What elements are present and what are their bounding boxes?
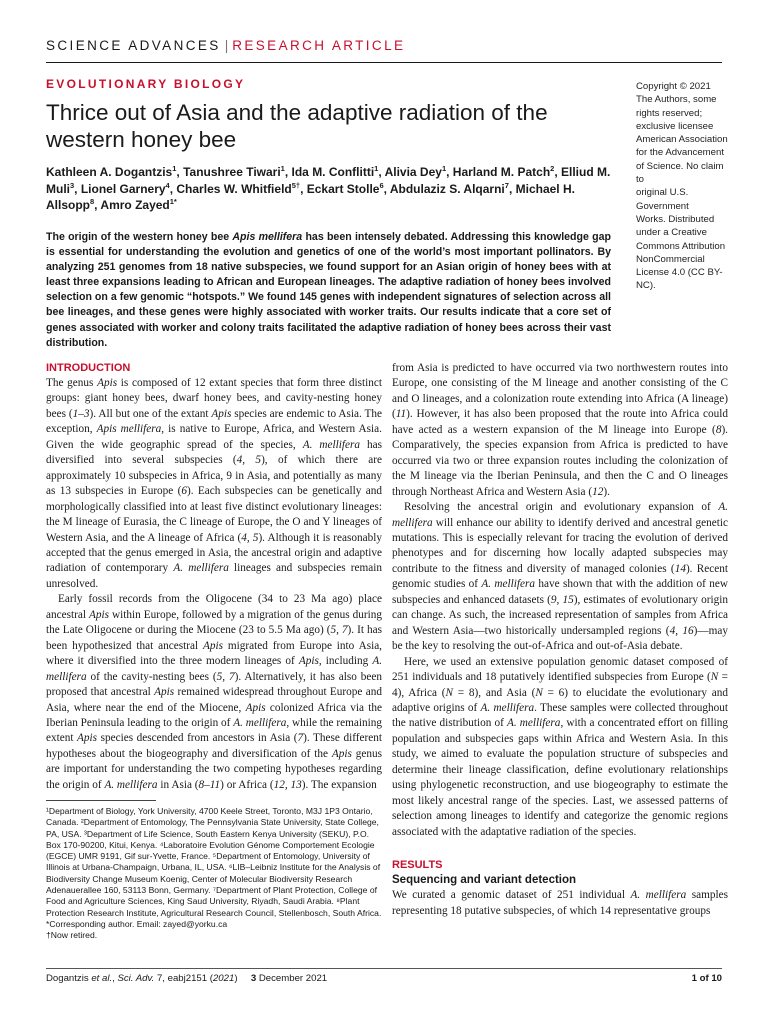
author-name: Eckart Stolle (306, 181, 380, 196)
author-list: Kathleen A. Dogantzis$^1$, Tanushree Tiwari$^1$, Ida M. Conflitti$^1$, Alivia Dey$^1$, Harland M. Patch$^2$, Elliud M. Muli$^3$, Lionel Garnery$^4$, Charles W. Whitfield$^{5\dagger}$, Eckart Stolle$^6$, Abdulaziz S. Alqarni$^7$, Michael H. Allsopp$^8$, Amro Zayed$^{1*}$ (46, 164, 611, 213)
section-kicker: EVOLUTIONARY BIOLOGY (46, 77, 246, 91)
header-rule (46, 62, 722, 63)
abstract: The origin of the western honey bee Apis mellifera has been intensely debated. Addressing this knowledge gap is essential for understanding the evolution and genetics of one of the world’s most important pollinators. By analyzing 251 genomes from 18 native subspecies, we found support for an Asian origin of honey bees with at least three expansions leading to African and European lineages. The adaptive radiation of honey bees involved selection on a few genomic “hotspots.” We found 145 genes with independent signatures of selection across all bee lineages, and these genes were highly associated with worker traits. Our results indicate that a core set of genes associated with worker and colony traits facilitated the adaptive radiation of honey bees across their vast distribution. (46, 231, 611, 349)
author-affiliation-marker: 1 (441, 164, 447, 173)
author-affiliation-marker: 6 (379, 180, 384, 190)
author-affiliation-marker: 1 (172, 164, 177, 173)
author-affiliation-marker: 2 (550, 164, 555, 173)
author-affiliation-marker: 1 (280, 164, 285, 173)
left-column (46, 361, 382, 793)
copyright-notice: Copyright © 2021 The Authors, some rights reserved; exclusive licensee American Association for the Advancement of Science. No claim to original U.S. Government Works. Distributed under a Creative Commons Attribution NonCommercial License 4.0 (CC BY-NC). (636, 81, 728, 292)
footer-rule (46, 968, 722, 969)
retired-footnote: †Now retired. (46, 930, 98, 941)
author-name: Tanushree Tiwari (183, 165, 281, 179)
journal-name: SCIENCE ADVANCES (46, 38, 221, 53)
intro-paragraph-4: Resolving the ancestral origin and evolutionary expansion of A. mellifera will enhance our ability to identify derived and ancestral genetic mutations. This is especially relevant for tracing the evolution of derived phenotypes and for discerning how locally adapted subspecies may contribute to the fitness and diversity of managed colonies (14). Recent genomic studies of A. mellifera have shown that with the addition of new subspecies and enhanced datasets (9, 15), estimates of evolutionary origin can change. As such, the increased representation of samples from Africa and Western Asia—two historically undersampled regions (4, 16)—may be the key to resolving the out-of-Africa and out-of-Asia debate. (392, 501, 729, 653)
author-name: Harland M. Patch (452, 165, 551, 179)
intro-paragraph-2: Early fossil records from the Oligocene (34 to 23 Ma ago) place ancestral Apis within Europe, followed by a migration of the genus during the Late Oligocene or during the Miocene (23 to 5.5 Ma ago) (5, 7). It has been hypothesized that ancestral Apis migrated from Europe into Asia, where it diversified into the three modern lineages of Apis, including A. mellifera of the cavity-nesting bees (5, 7). Alternatively, it has also been proposed that ancestral Apis remained widespread throughout Europe and Asia, where near the end of the Miocene, Apis colonized Africa via the Iberian Peninsula leading to the origin of A. mellifera, while the remaining extent Apis species descended from ancestors in Asia (7). These different hypotheses about the biogeography and diversification of the Apis genus are important for understanding the two competing hypotheses regarding the origin of A. mellifera in Asia (8–11) or Africa (12, 13). The expansion (46, 593, 383, 791)
footnotes (46, 806, 382, 942)
author-name: Charles W. Whitfield (176, 181, 292, 196)
results-heading: RESULTS (392, 859, 443, 872)
author-name: Amro Zayed (100, 198, 170, 213)
corresponding-author-footnote (46, 919, 382, 930)
author-affiliation-marker: 1* (169, 197, 177, 207)
introduction-heading: INTRODUCTION (46, 362, 131, 374)
page-number: 1 of 10 (691, 973, 722, 984)
author-name: Ida M. Conflitti (291, 165, 375, 179)
intro-paragraph-1: The genus Apis is composed of 12 extant species that form three distinct groups: giant honey bees, dwarf honey bees, and cavity-nesting honey bees (1–3). All but one of the extant Apis species are endemic to Asia. The exception, Apis mellifera, is native to Europe, Africa, and Western Asia. Given the wide geographic spread of the species, A. mellifera has diversified into several subspecies (4, 5), of which there are approximately 10 subspecies in Africa, 9 in Asia, and potentially as many as 13 subspecies in Europe (6). Each subspecies can be genetically and morphologically classified into at least five distinct evolutionary lineages: the M lineage of Eurasia, the C lineage of Europe, the O and Y lineages of Western Asia, and the A lineage of Africa (4, 5). Although it is reasonably accepted that the genus emerged in Asia, the ancestral origin and adaptive radiation of contemporary A. mellifera lineages and subspecies remain unresolved. (46, 377, 383, 590)
article-title: Thrice out of Asia and the adaptive radiation of the western honey bee (46, 100, 548, 152)
header-separator: | (224, 38, 229, 53)
author-affiliation-marker: 7 (504, 180, 509, 190)
footer-citation: Dogantzis et al., Sci. Adv. 7, eabj2151 (2021) 3 December 2021 (46, 973, 328, 984)
intro-paragraph-5: Here, we used an extensive population genomic dataset composed of 251 individuals and 18 putatively identified subspecies from Europe (N = 4), Africa (N = 8), and Asia (N = 6) to elucidate the evolutionary and adaptive origins of A. mellifera. These samples were collected throughout the native distribution of A. mellifera, with a concentrated effort on filling population and subspecies gaps within Africa and Western Asia. In this study, we aimed to evaluate the population structure of subspecies and determine their lineage classification, define evolutionary relationships using phylogenetic reconstruction, and use biogeography to estimate the most likely ancestral range of the species. Last, we assessed patterns of selection among lineages to identify and categorize the genomic regions associated with the adaptative radiation of the species. (392, 655, 728, 838)
author-affiliation-marker: 8 (90, 197, 95, 207)
author-affiliation-marker: 4 (165, 180, 170, 190)
author-name: Alivia Dey (384, 165, 442, 179)
journal-header (46, 38, 405, 53)
results-paragraph-1: We curated a genomic dataset of 251 individual A. mellifera samples representing 18 putative subspecies, of which 14 representative groups (392, 889, 728, 917)
author-name: Michael H. Allsopp (46, 181, 575, 213)
affiliations-footnote: ¹Department of Biology, York University, 4700 Keele Street, Toronto, M3J 1P3 Ontario, Canada. ²Department of Entomology, The Pennsylvania State University, State College, PA, USA. ³Department of Life Science, South Eastern Kenya University (SEKU), P.O. Box 170-90200, Kitui, Kenya. ⁴Laboratoire Evolution Génome Comportement Ecologie (EGCE) UMR 9191, Gif sur-Yvette, France. ⁵Department of Entomology, University of Illinois at Urbana-Champaign, Urbana, IL, USA. ⁶LIB–Leibniz Institute for the Analysis of Biodiversity Change Museum Koenig, Center of Molecular Biodiversity Research Adenauerallee 160, 53113 Bonn, Germany. ⁷Department of Plant Protection, College of Food and Agriculture Sciences, King Saud University, Riyadh, Saudi Arabia. ⁸Plant Protection Research Institute, Agricultural Research Council, Stellenbosch, South Africa. (46, 806, 382, 918)
author-name: Lionel Garnery (80, 181, 166, 196)
article-type: RESEARCH ARTICLE (232, 38, 406, 53)
corresponding-author-email[interactable]: *Corresponding author. Email: zayed@yorku.ca (46, 918, 228, 929)
author-affiliation-marker: 5† (291, 180, 301, 190)
results-subheading: Sequencing and variant detection (392, 874, 577, 887)
intro-paragraph-3: from Asia is predicted to have occurred via two northwestern routes into Europe, one consisting of the M lineage and another consisting of the C and O lineages, and a colonization route extending into Africa (A lineage) (11). However, it has also been proposed that the route into Africa could have acted as a western expansion of the M lineage into Europe (8). Comparatively, the species expansion from Africa is predicted to have occurred via two or three expansion routes including the colonization of the M lineage via the Iberian Peninsula, and then the C and O lineages through Northeast Africa and Western Asia (12). (392, 362, 728, 498)
author-name: Kathleen A. Dogantzis (46, 165, 173, 179)
author-name: Elliud M. Muli (46, 165, 611, 196)
author-name: Abdulaziz S. Alqarni (389, 181, 505, 196)
right-column (392, 361, 728, 919)
author-affiliation-marker: 3 (70, 180, 75, 190)
footnote-rule (46, 800, 156, 801)
author-affiliation-marker: 1 (374, 164, 379, 173)
section-spacer (392, 840, 728, 858)
